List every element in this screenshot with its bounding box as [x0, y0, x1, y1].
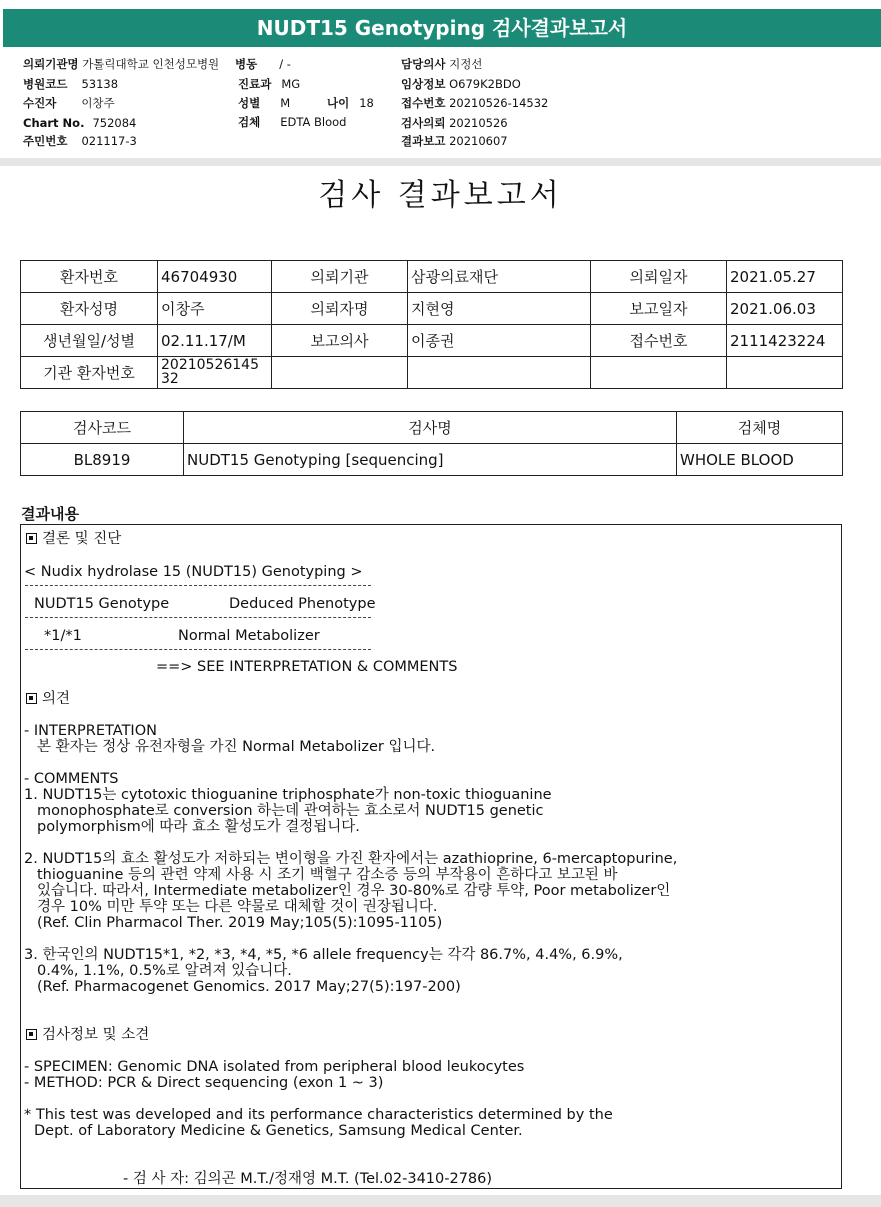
- comment-2-line-2: thioguanine 등의 관련 약제 사용 시 조기 백혈구 감소증 등의 부작용이 흔하다고 보고된 바: [37, 867, 618, 883]
- separator-band: [0, 158, 881, 166]
- table-cell: BL8919: [21, 444, 184, 476]
- header-request-date: 검사의뢰 20210526: [401, 116, 508, 130]
- header-patient: 수진자 이창주: [23, 96, 115, 110]
- table-cell: 환자성명: [21, 293, 158, 325]
- disclaimer-line-1: * This test was developed and its performance characteristics determined by the: [24, 1107, 613, 1123]
- section-test-info: 검사정보 및 소견: [26, 1027, 149, 1043]
- bottom-band: [0, 1195, 881, 1207]
- table-cell: 보고일자: [591, 293, 727, 325]
- disclaimer-line-2: Dept. of Laboratory Medicine & Genetics, Samsung Medical Center.: [34, 1123, 523, 1139]
- header-report-date: 결과보고 20210607: [401, 134, 508, 148]
- table-cell: 이종권: [408, 325, 591, 357]
- table-cell: WHOLE BLOOD: [677, 444, 843, 476]
- table-cell: 46704930: [158, 261, 272, 293]
- header-age: 나이 18: [327, 96, 374, 110]
- table-cell: 생년월일/성별: [21, 325, 158, 357]
- square-bullet-icon: [26, 533, 37, 544]
- comment-2-line-3: 있습니다. 따라서, Intermediate metabolizer인 경우 30-80%로 감량 투약, Poor metabolizer인: [37, 883, 671, 899]
- table-cell: 의뢰일자: [591, 261, 727, 293]
- genotype-value: *1/*1: [44, 628, 82, 644]
- header-hospital: 의뢰기관명 가톨릭대학교 인천성모병원: [23, 57, 220, 71]
- comment-1-line-3: polymorphism에 따라 효소 활성도가 결정됩니다.: [37, 819, 360, 835]
- report-banner: NUDT15 Genotyping 검사결과보고서: [3, 9, 881, 47]
- dashed-divider: [25, 617, 371, 618]
- gene-title: < Nudix hydrolase 15 (NUDT15) Genotyping >: [24, 564, 363, 580]
- table-cell: 20210526145 32: [158, 357, 272, 389]
- table-cell: 의뢰자명: [272, 293, 408, 325]
- table-header: 검체명: [677, 412, 843, 444]
- phenotype-value: Normal Metabolizer: [178, 628, 320, 644]
- comment-2-line-4: 경우 10% 미만 투약 또는 다른 약물로 대체할 것이 권장됩니다.: [37, 899, 438, 915]
- section-conclusion: 결론 및 진단: [26, 531, 121, 547]
- comment-3-line-2: 0.4%, 1.1%, 0.5%로 알려져 있습니다.: [37, 963, 292, 979]
- table-cell: [272, 357, 408, 389]
- table-cell: NUDT15 Genotyping [sequencing]: [184, 444, 677, 476]
- comment-2-line-1: 2. NUDT15의 효소 활성도가 저하되는 변이형을 가진 환자에서는 azathioprine, 6-mercaptopurine,: [24, 851, 678, 867]
- table-cell: [727, 357, 843, 389]
- table-row: [21, 444, 843, 476]
- table-cell: 지현영: [408, 293, 591, 325]
- top-strip: [0, 0, 881, 9]
- table-row: [21, 325, 843, 357]
- document-title: 검사 결과보고서: [318, 178, 563, 213]
- dashed-divider: [25, 585, 371, 586]
- header-hospital-code: 병원코드 53138: [23, 77, 119, 91]
- header-doctor: 담당의사 지정선: [401, 57, 483, 71]
- table-cell: 삼광의료재단: [408, 261, 591, 293]
- section-opinion: 의견: [26, 691, 70, 707]
- header-department: 진료과 MG: [238, 77, 301, 91]
- header-receipt-no: 접수번호 20210526-14532: [401, 96, 549, 110]
- header-sex: 성별 M: [238, 96, 291, 110]
- table-cell: 2021.05.27: [727, 261, 843, 293]
- interpretation-text: 본 환자는 정상 유전자형을 가진 Normal Metabolizer 입니다.: [37, 739, 436, 755]
- genotype-column-label: NUDT15 Genotype: [34, 596, 170, 612]
- table-cell: 의뢰기관: [272, 261, 408, 293]
- table-header-row: [21, 412, 843, 444]
- method-text: - METHOD: PCR & Direct sequencing (exon 1 ~ 3): [24, 1075, 384, 1091]
- comment-1-line-1: 1. NUDT15는 cytotoxic thioguanine triphosphate가 non-toxic thioguanine: [24, 787, 552, 803]
- table-row: [21, 357, 843, 389]
- comment-3-reference: (Ref. Pharmacogenet Genomics. 2017 May;27(5):197-200): [37, 979, 461, 995]
- table-cell: [408, 357, 591, 389]
- header-ward: 병동 / -: [235, 57, 291, 71]
- dashed-divider: [25, 649, 371, 650]
- header-specimen: 검체 EDTA Blood: [238, 115, 347, 129]
- table-cell: 2111423224: [727, 325, 843, 357]
- specimen-text: - SPECIMEN: Genomic DNA isolated from peripheral blood leukocytes: [24, 1059, 525, 1075]
- comment-2-reference: (Ref. Clin Pharmacol Ther. 2019 May;105(5):1095-1105): [37, 915, 443, 931]
- table-cell: [591, 357, 727, 389]
- table-cell: 환자번호: [21, 261, 158, 293]
- square-bullet-icon: [26, 693, 37, 704]
- results-heading: 결과내용: [21, 505, 79, 523]
- header-clinical-info: 임상정보 O679K2BDO: [401, 77, 521, 91]
- square-bullet-icon: [26, 1029, 37, 1040]
- table-cell: 접수번호: [591, 325, 727, 357]
- see-comments: ==> SEE INTERPRETATION & COMMENTS: [156, 659, 458, 675]
- test-table: [20, 411, 843, 476]
- comment-3-line-1: 3. 한국인의 NUDT15*1, *2, *3, *4, *5, *6 allele frequency는 각각 86.7%, 4.4%, 6.9%,: [24, 947, 623, 963]
- table-row: [21, 261, 843, 293]
- header-chart-no: Chart No. 752084: [23, 116, 137, 130]
- comment-1-line-2: monophosphate로 conversion 하는데 관여하는 효소로서 NUDT15 genetic: [37, 803, 544, 819]
- patient-info-table: [20, 260, 843, 389]
- results-box: [20, 524, 842, 1189]
- table-row: [21, 293, 843, 325]
- header-resident-no: 주민번호 021117-3: [23, 134, 137, 148]
- table-cell: 기관 환자번호: [21, 357, 158, 389]
- phenotype-column-label: Deduced Phenotype: [229, 596, 376, 612]
- table-cell: 2021.06.03: [727, 293, 843, 325]
- table-cell: 02.11.17/M: [158, 325, 272, 357]
- table-header: 검사코드: [21, 412, 184, 444]
- table-header: 검사명: [184, 412, 677, 444]
- comments-heading: - COMMENTS: [24, 771, 119, 787]
- interpretation-heading: - INTERPRETATION: [24, 723, 157, 739]
- table-cell: 이창주: [158, 293, 272, 325]
- signer-line: - 검 사 자: 김의곤 M.T./정재영 M.T. (Tel.02-3410-2786): [123, 1171, 493, 1187]
- table-cell: 보고의사: [272, 325, 408, 357]
